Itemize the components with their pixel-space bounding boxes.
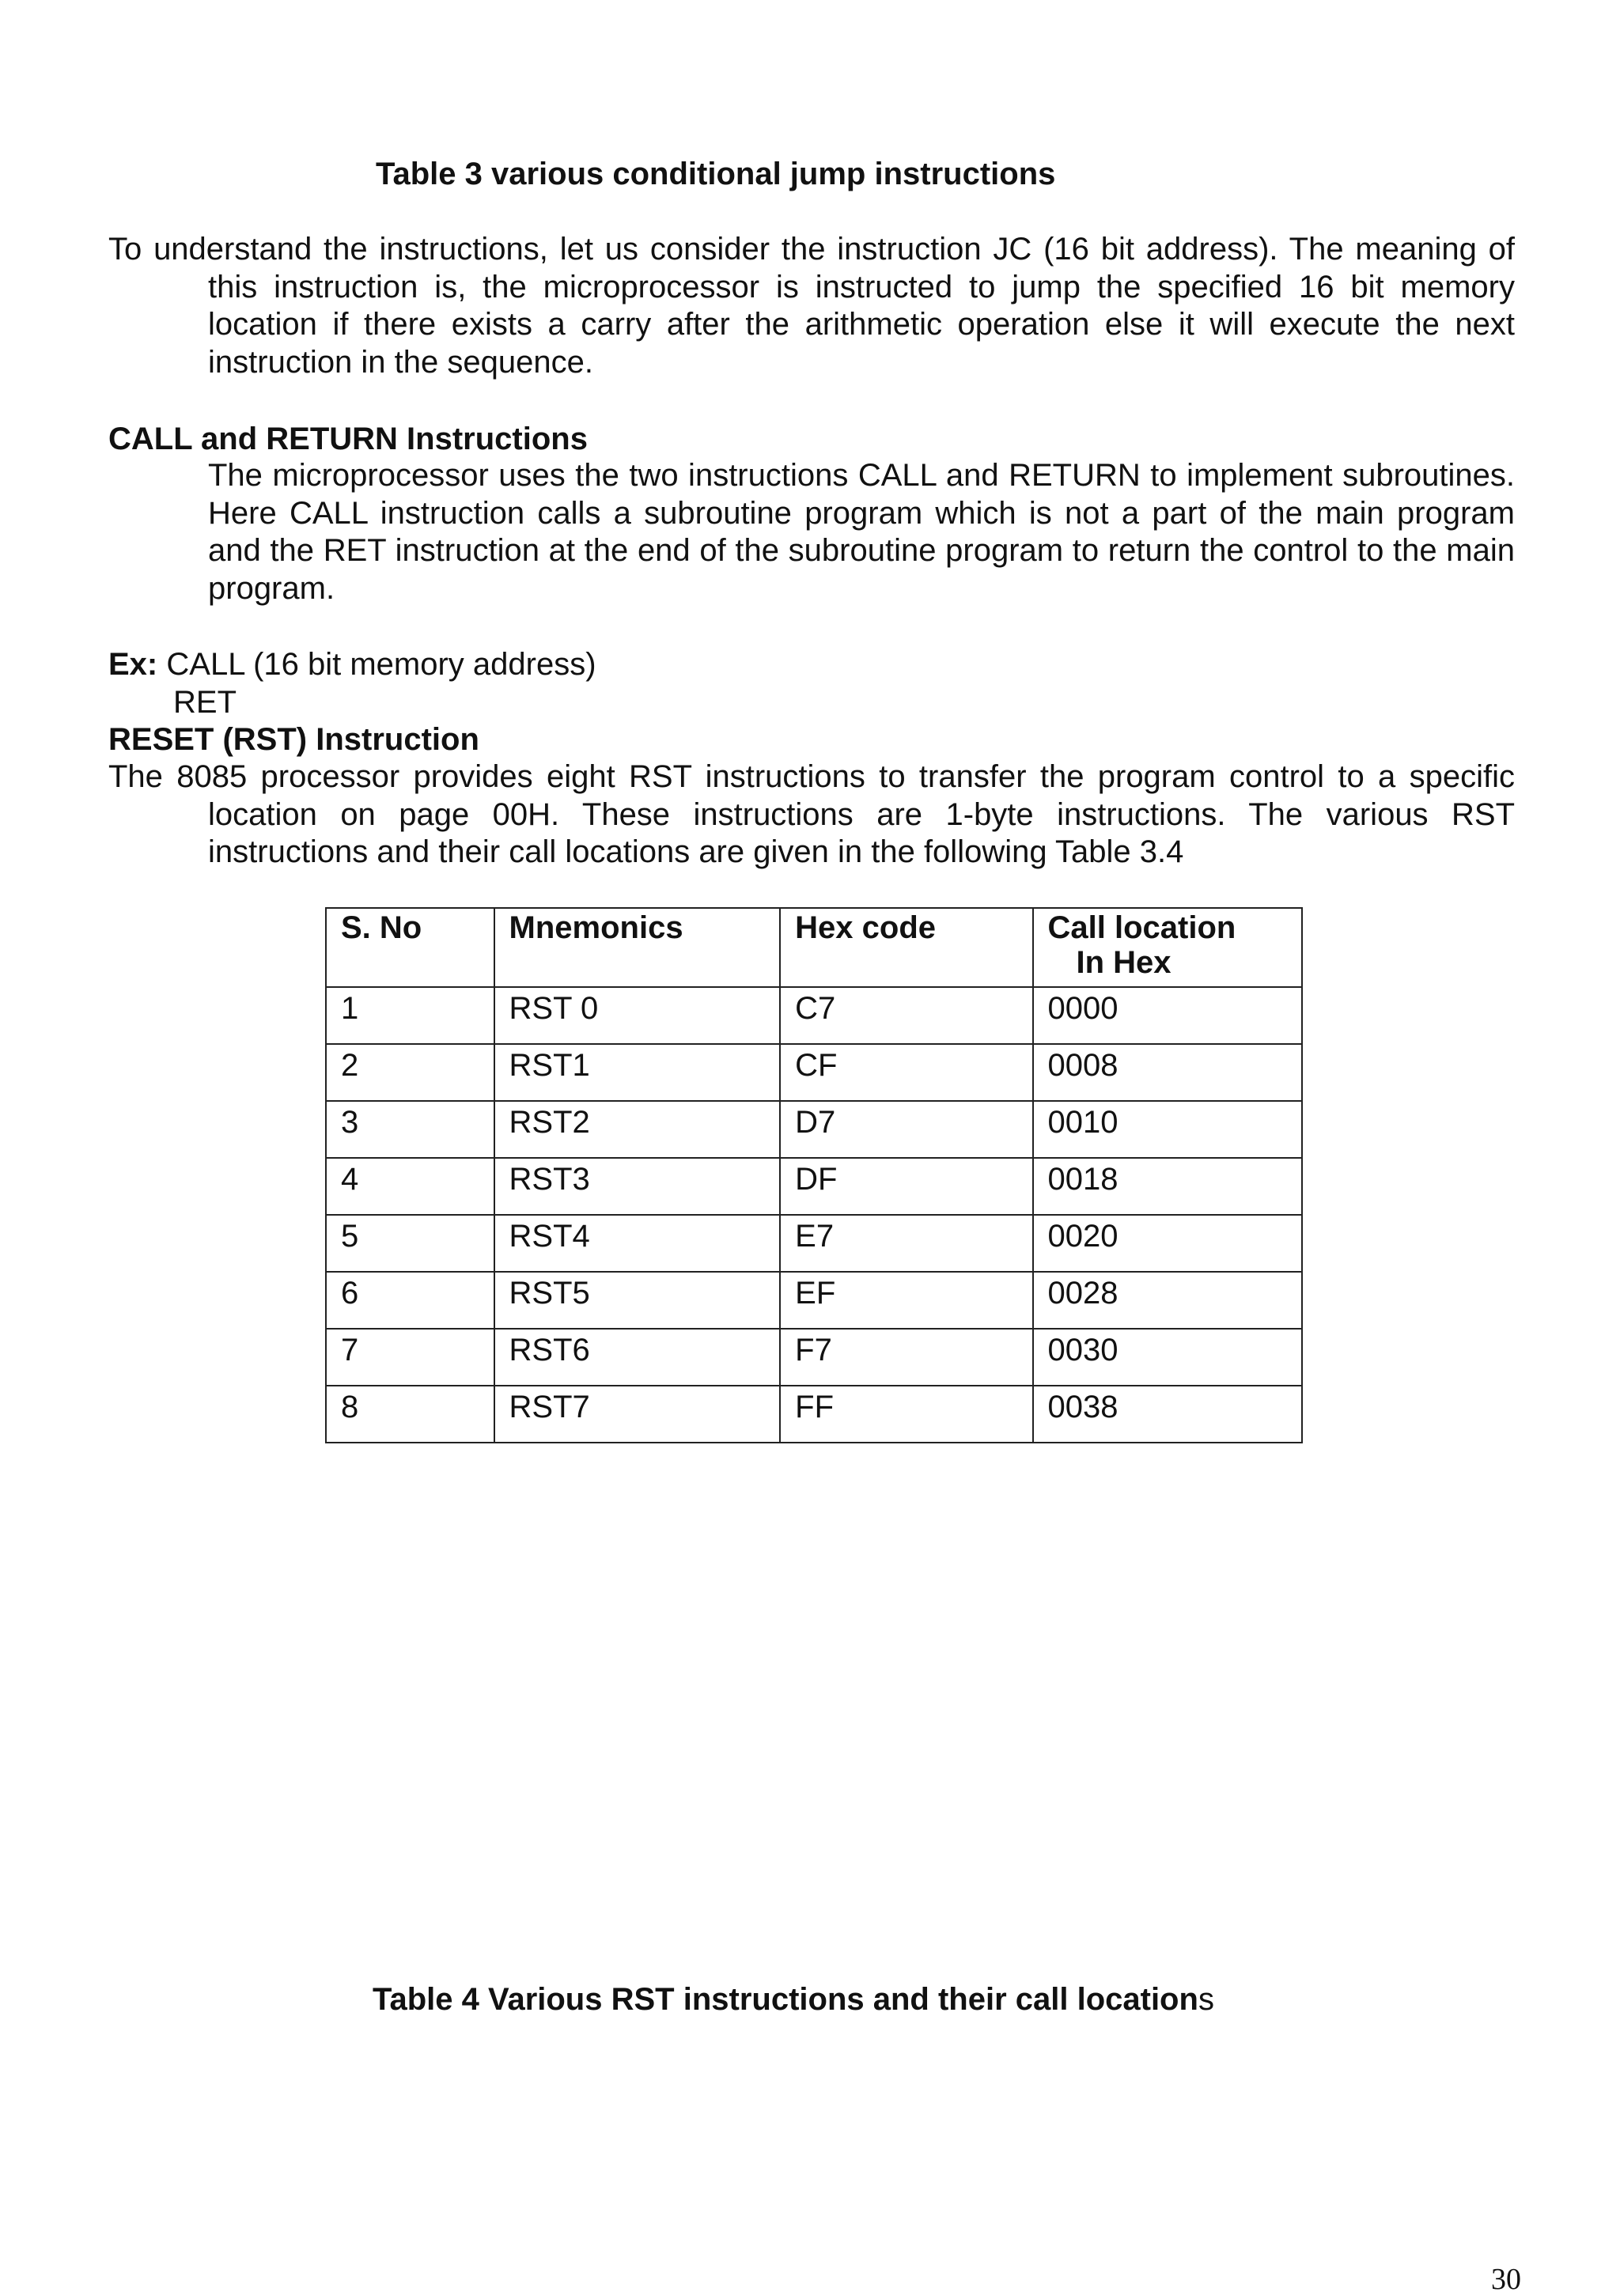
example-label: Ex: — [108, 647, 158, 682]
cell-mnemonic: RST 0 — [494, 987, 781, 1044]
cell-hex-code: DF — [780, 1158, 1032, 1215]
table-row — [326, 1158, 1302, 1215]
table-row — [326, 987, 1302, 1044]
cell-hex-code: D7 — [780, 1101, 1032, 1158]
cell-call-location: 0028 — [1033, 1272, 1303, 1329]
intro-paragraph: To understand the instructions, let us consider the instruction JC (16 bit address). The meaning of this instruction is, the microprocessor is instructed to jump the specified 16 bit memory location if there exists a carry after the arithmetic operation else it will execute the next instruction in the sequence. — [108, 232, 1515, 380]
table3-caption: Table 3 various conditional jump instructions — [376, 157, 1056, 191]
cell-mnemonic: RST4 — [494, 1215, 781, 1272]
cell-mnemonic: RST3 — [494, 1158, 781, 1215]
table4-caption-bold: Table 4 Various RST instructions and their call location — [373, 1982, 1198, 2017]
cell-mnemonic: RST1 — [494, 1044, 781, 1101]
cell-call-location: 0030 — [1033, 1329, 1303, 1386]
example-line — [108, 645, 596, 683]
cell-hex-code: FF — [780, 1386, 1032, 1443]
cell-mnemonic: RST7 — [494, 1386, 781, 1443]
rst-table-header-row — [326, 908, 1302, 987]
table-row — [326, 1044, 1302, 1101]
cell-mnemonic: RST2 — [494, 1101, 781, 1158]
cell-call-location: 0020 — [1033, 1215, 1303, 1272]
table-row — [326, 1101, 1302, 1158]
cell-hex-code: E7 — [780, 1215, 1032, 1272]
table-row — [326, 1386, 1302, 1443]
cell-call-location: 0018 — [1033, 1158, 1303, 1215]
cell-hex-code: F7 — [780, 1329, 1032, 1386]
reset-paragraph: The 8085 processor provides eight RST instructions to transfer the program control to a specific location on page 00H. These instructions are 1-byte instructions. The various RST instructions and their call locations are given in the following Table 3.4 — [108, 759, 1515, 870]
example-ret: RET — [173, 685, 237, 720]
cell-call-location: 0000 — [1033, 987, 1303, 1044]
table4-caption-tail: s — [1198, 1982, 1214, 2017]
cell-call-location: 0010 — [1033, 1101, 1303, 1158]
cell-hex-code: C7 — [780, 987, 1032, 1044]
cell-mnemonic: RST6 — [494, 1329, 781, 1386]
cell-hex-code: EF — [780, 1272, 1032, 1329]
rst-table — [325, 907, 1303, 1443]
table-row — [326, 1329, 1302, 1386]
cell-sno: 4 — [326, 1158, 494, 1215]
cell-sno: 1 — [326, 987, 494, 1044]
reset-heading: RESET (RST) Instruction — [108, 722, 479, 757]
call-return-paragraph: The microprocessor uses the two instructions CALL and RETURN to implement subroutines. Here CALL instruction calls a subroutine program which is not a part of the main program and the RET instruction at the end of the subroutine program to return the control to the main program. — [208, 458, 1515, 606]
header-sno: S. No — [326, 908, 494, 987]
page-number: 30 — [1491, 2263, 1521, 2296]
cell-sno: 6 — [326, 1272, 494, 1329]
cell-call-location: 0008 — [1033, 1044, 1303, 1101]
header-mnemonics: Mnemonics — [494, 908, 781, 987]
header-call-location — [1033, 908, 1303, 987]
cell-sno: 5 — [326, 1215, 494, 1272]
header-hex-code: Hex code — [780, 908, 1032, 987]
cell-mnemonic: RST5 — [494, 1272, 781, 1329]
table-row — [326, 1272, 1302, 1329]
cell-call-location: 0038 — [1033, 1386, 1303, 1443]
cell-sno: 3 — [326, 1101, 494, 1158]
cell-sno: 8 — [326, 1386, 494, 1443]
header-call-location-line2: In Hex — [1076, 945, 1171, 980]
cell-sno: 7 — [326, 1329, 494, 1386]
table4-caption — [373, 1980, 1214, 2018]
call-return-heading: CALL and RETURN Instructions — [108, 422, 588, 456]
cell-hex-code: CF — [780, 1044, 1032, 1101]
table-row — [326, 1215, 1302, 1272]
cell-sno: 2 — [326, 1044, 494, 1101]
example-call: CALL (16 bit memory address) — [166, 647, 596, 682]
header-call-location-line1: Call location — [1047, 910, 1236, 945]
